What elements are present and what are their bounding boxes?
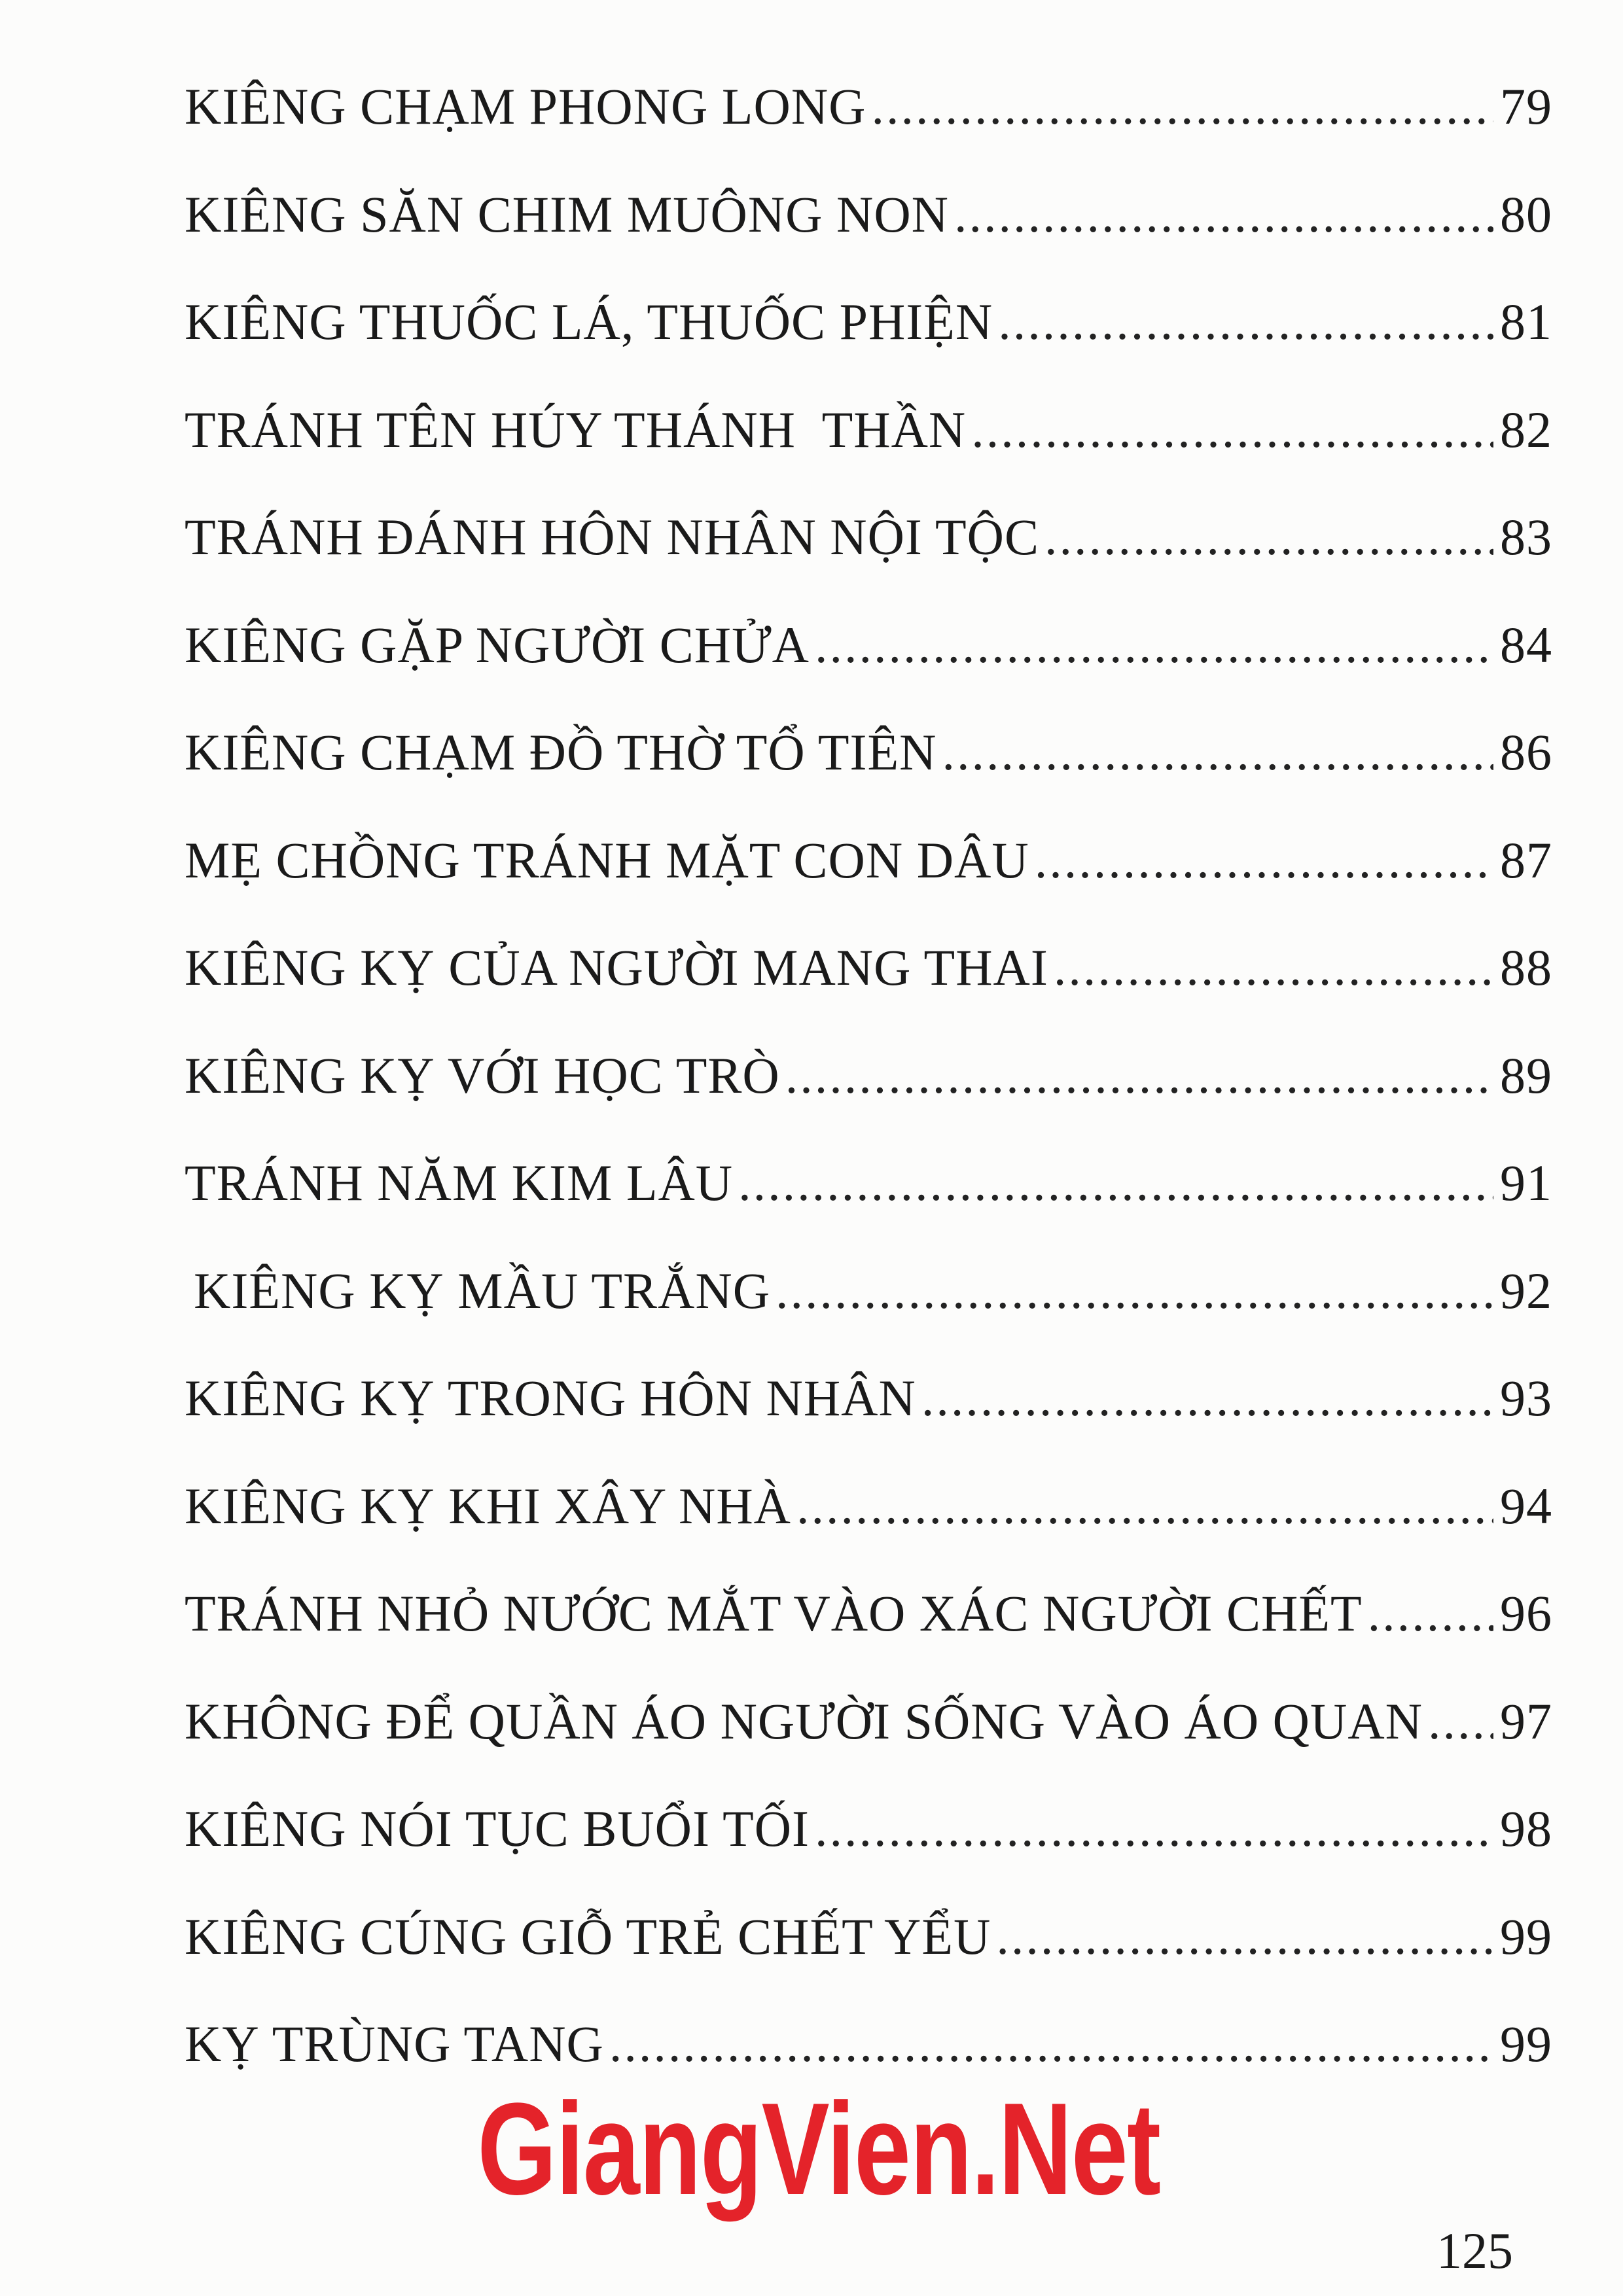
toc-entry-title: KIÊNG KỴ CỦA NGƯỜI MANG THAI xyxy=(185,939,1048,996)
page-number: 125 xyxy=(1436,2222,1513,2279)
toc-entry-title: KIÊNG CHẠM PHONG LONG xyxy=(185,78,866,135)
toc-dot-leader xyxy=(1044,508,1493,567)
toc-entry-page: 98 xyxy=(1500,1800,1552,1857)
toc-entry-page: 81 xyxy=(1500,293,1552,350)
toc-entry-page: 99 xyxy=(1500,1907,1552,1965)
toc-entry-title: KIÊNG THUỐC LÁ, THUỐC PHIỆN xyxy=(185,293,993,350)
toc-entry-title: TRÁNH ĐÁNH HÔN NHÂN NỘI TỘC xyxy=(185,508,1040,565)
toc-dot-leader xyxy=(871,77,1493,136)
toc-dot-leader xyxy=(971,400,1493,459)
toc-entry xyxy=(185,1799,1572,1907)
toc-entry-page: 91 xyxy=(1500,1154,1552,1211)
toc-dot-leader xyxy=(998,292,1493,351)
toc-entry-page: 92 xyxy=(1500,1262,1552,1319)
toc-entry xyxy=(185,938,1572,1046)
toc-entry-title: KHÔNG ĐỂ QUẦN ÁO NGƯỜI SỐNG VÀO ÁO QUAN xyxy=(185,1692,1423,1750)
toc-entry xyxy=(185,1046,1572,1154)
toc-entry xyxy=(185,1154,1572,1262)
toc-dot-leader xyxy=(815,616,1493,675)
toc-entry-page: 94 xyxy=(1500,1477,1552,1534)
table-of-contents xyxy=(185,77,1572,2123)
toc-entry xyxy=(185,723,1572,831)
toc-entry xyxy=(185,508,1572,616)
toc-entry-page: 87 xyxy=(1500,831,1552,889)
toc-entry-title: KIÊNG CHẠM ĐỒ THỜ TỔ TIÊN xyxy=(185,724,937,781)
toc-entry-title: KIÊNG KỴ TRONG HÔN NHÂN xyxy=(185,1369,916,1426)
toc-entry-title: KIÊNG SĂN CHIM MUÔNG NON xyxy=(185,185,949,243)
toc-entry-page: 80 xyxy=(1500,185,1552,243)
toc-entry-title: KỴ TRÙNG TANG xyxy=(185,2015,604,2072)
toc-entry-title: KIÊNG KỴ VỚI HỌC TRÒ xyxy=(185,1046,780,1104)
toc-entry-page: 86 xyxy=(1500,724,1552,781)
toc-entry xyxy=(185,1369,1572,1477)
toc-entry-title: TRÁNH NĂM KIM LÂU xyxy=(185,1154,734,1211)
toc-entry-page: 97 xyxy=(1500,1692,1552,1750)
toc-entry-title: KIÊNG NÓI TỤC BUỔI TỐI xyxy=(185,1800,810,1857)
toc-entry xyxy=(185,831,1572,939)
toc-entry-page: 84 xyxy=(1500,616,1552,673)
toc-entry xyxy=(185,1477,1572,1585)
toc-dot-leader xyxy=(942,723,1493,782)
toc-entry xyxy=(185,1584,1572,1692)
toc-entry xyxy=(185,400,1572,508)
toc-entry-page: 82 xyxy=(1500,400,1552,458)
toc-dot-leader xyxy=(609,2015,1493,2074)
toc-entry xyxy=(185,1907,1572,2015)
toc-entry-page: 83 xyxy=(1500,508,1552,565)
toc-entry xyxy=(185,185,1572,293)
toc-dot-leader xyxy=(1428,1692,1493,1751)
toc-dot-leader xyxy=(738,1154,1493,1212)
toc-entry-page: 89 xyxy=(1500,1046,1552,1104)
toc-entry-page: 93 xyxy=(1500,1369,1552,1426)
toc-dot-leader xyxy=(954,185,1493,244)
toc-dot-leader xyxy=(921,1369,1493,1428)
toc-dot-leader xyxy=(1368,1584,1493,1643)
toc-dot-leader xyxy=(996,1907,1493,1966)
toc-entry xyxy=(185,1262,1572,1369)
toc-entry-page: 99 xyxy=(1500,2015,1552,2072)
toc-dot-leader xyxy=(776,1262,1493,1320)
toc-entry-title: TRÁNH TÊN HÚY THÁNH THẦN xyxy=(185,400,967,458)
toc-entry-title: MẸ CHỒNG TRÁNH MẶT CON DÂU xyxy=(185,831,1029,889)
toc-dot-leader xyxy=(815,1799,1493,1858)
toc-dot-leader xyxy=(796,1477,1493,1536)
toc-entry xyxy=(185,292,1572,400)
toc-entry-title: KIÊNG KỴ MẦU TRẮNG xyxy=(194,1262,771,1319)
toc-dot-leader xyxy=(1035,831,1493,890)
toc-entry-page: 88 xyxy=(1500,939,1552,996)
toc-entry-title: KIÊNG GẶP NGƯỜI CHỬA xyxy=(185,616,810,673)
toc-entry-page: 96 xyxy=(1500,1585,1552,1642)
toc-entry-page: 79 xyxy=(1500,78,1552,135)
toc-entry-title: KIÊNG CÚNG GIỖ TRẺ CHẾT YỂU xyxy=(185,1907,991,1965)
toc-entry xyxy=(185,1692,1572,1800)
site-watermark: GiangVien.Net xyxy=(477,2076,1160,2222)
toc-entry xyxy=(185,616,1572,724)
toc-entry-title: KIÊNG KỴ KHI XÂY NHÀ xyxy=(185,1477,791,1534)
toc-dot-leader xyxy=(785,1046,1493,1105)
toc-entry-title: TRÁNH NHỎ NƯỚC MẮT VÀO XÁC NGƯỜI CHẾT xyxy=(185,1585,1363,1642)
toc-entry xyxy=(185,77,1572,185)
toc-dot-leader xyxy=(1054,938,1493,997)
